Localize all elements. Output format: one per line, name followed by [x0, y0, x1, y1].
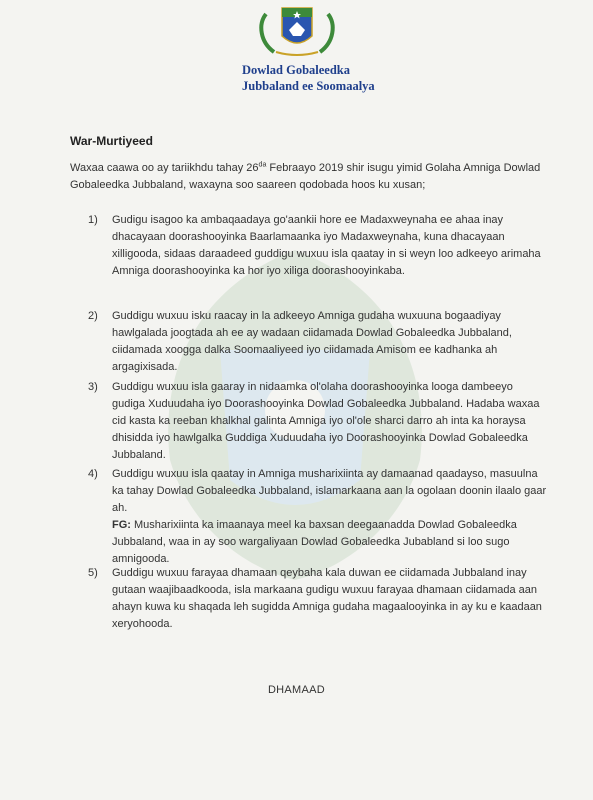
list-item	[88, 308, 548, 376]
list-item	[88, 565, 548, 633]
item-number: 4)	[88, 468, 98, 480]
item-number: 5)	[88, 567, 98, 579]
item-text: Guddigu wuxuu isla gaaray in nidaamka ol'olaha doorashooyinka looga dambeeyo gudiga Xuduudaha iyo Doorashooyinka Dowlad Gobaleedka Jubbaland. Hadaba waxaa cid kasta ka reeban khalkhal galinta Amniga iyo ol'ole sharci darro ah inta ka horaysa dhisidda iyo hawlgalka Guddiga Xuduudaha iyo Doorashooyinka Dowlad Gobaleedka Jubbaland.	[112, 381, 540, 461]
note-text: Musharixiinta ka imaanaya meel ka baxsan deegaanadda Dowlad Gobaleedka Jubbaland, waa in ay soo wargaliyaan Dowlad Gobaleedka Jubabland si loo sugo amnigooda.	[112, 519, 517, 565]
intro-text-end: Febraayo 2019 shir isugu yimid Golaha Amniga Dowlad Gobaleedka Jubbaland, waxayna soo saareen qodobada hoos ku xusan;	[70, 162, 541, 191]
item-text: Gudigu isagoo ka ambaqaadaya go'aankii hore ee Madaxweynaha ee ahaa inay dhacayaan doorashooyinka Baarlamaanka iyo Madaxweynaha, kuna dhacayaan xilligooda, sidaas daraadeed guddigu wuxuu isla qaatay in si weyn loo adkeeyo arimaha Amniga doorashooyinka ka hor iyo xiliga doorashooyinkaba.	[112, 214, 541, 277]
item-number: 1)	[88, 214, 98, 226]
intro-paragraph	[70, 160, 555, 194]
item-number: 2)	[88, 310, 98, 322]
list-item	[88, 212, 548, 280]
list-item	[88, 379, 548, 464]
item-text: Guddigu wuxuu farayaa dhamaan qeybaha kala duwan ee ciidamada Jubbaland inay gutaan waajibaadkooda, isla markaana gudigu wuxuu farayaa dhamaan ciidamada aan ahayn kuwa ku shaqada leh sugidda Amniga gudaha magaalooyinka in ay ku e kaadaan xeryohooda.	[112, 567, 542, 630]
item-number: 3)	[88, 381, 98, 393]
item-text: Guddigu wuxuu isla qaatay in Amniga musharixiinta ay damaanad qaadayso, masuulna ka tahay Dowlad Gobaleedka Jubbaland, islamarkaana aan la ogolaan doonin ilaalo gaar ah.	[112, 468, 547, 514]
jubbaland-emblem-icon	[254, 2, 340, 58]
letterhead-line-2: Jubbaland ee Soomaalya	[242, 79, 375, 93]
item-text: Guddigu wuxuu isku raacay in la adkeeyo Amniga gudaha wuxuuna bogaadiyay hawlgalada joogtada ah ee ay wadaan ciidamada Dowlad Gobaleedka Jubbaland, ciidamada xoogga dalka Soomaaliyeed iyo ciidamada Amisom ee kadhanka ah argagixisada.	[112, 310, 512, 373]
letterhead	[190, 62, 450, 94]
letterhead-line-1: Dowlad Gobaleedka	[242, 63, 351, 77]
note-label: FG:	[112, 519, 131, 531]
closing-text: DHAMAAD	[267, 684, 326, 696]
intro-text-start: Waxaa caawa oo ay tariikhdu tahay 26	[70, 162, 259, 174]
item-note	[112, 517, 548, 568]
intro-date-suffix: da	[258, 161, 267, 169]
list-item	[88, 466, 548, 568]
document-title: War-Murtiyeed	[70, 134, 153, 148]
